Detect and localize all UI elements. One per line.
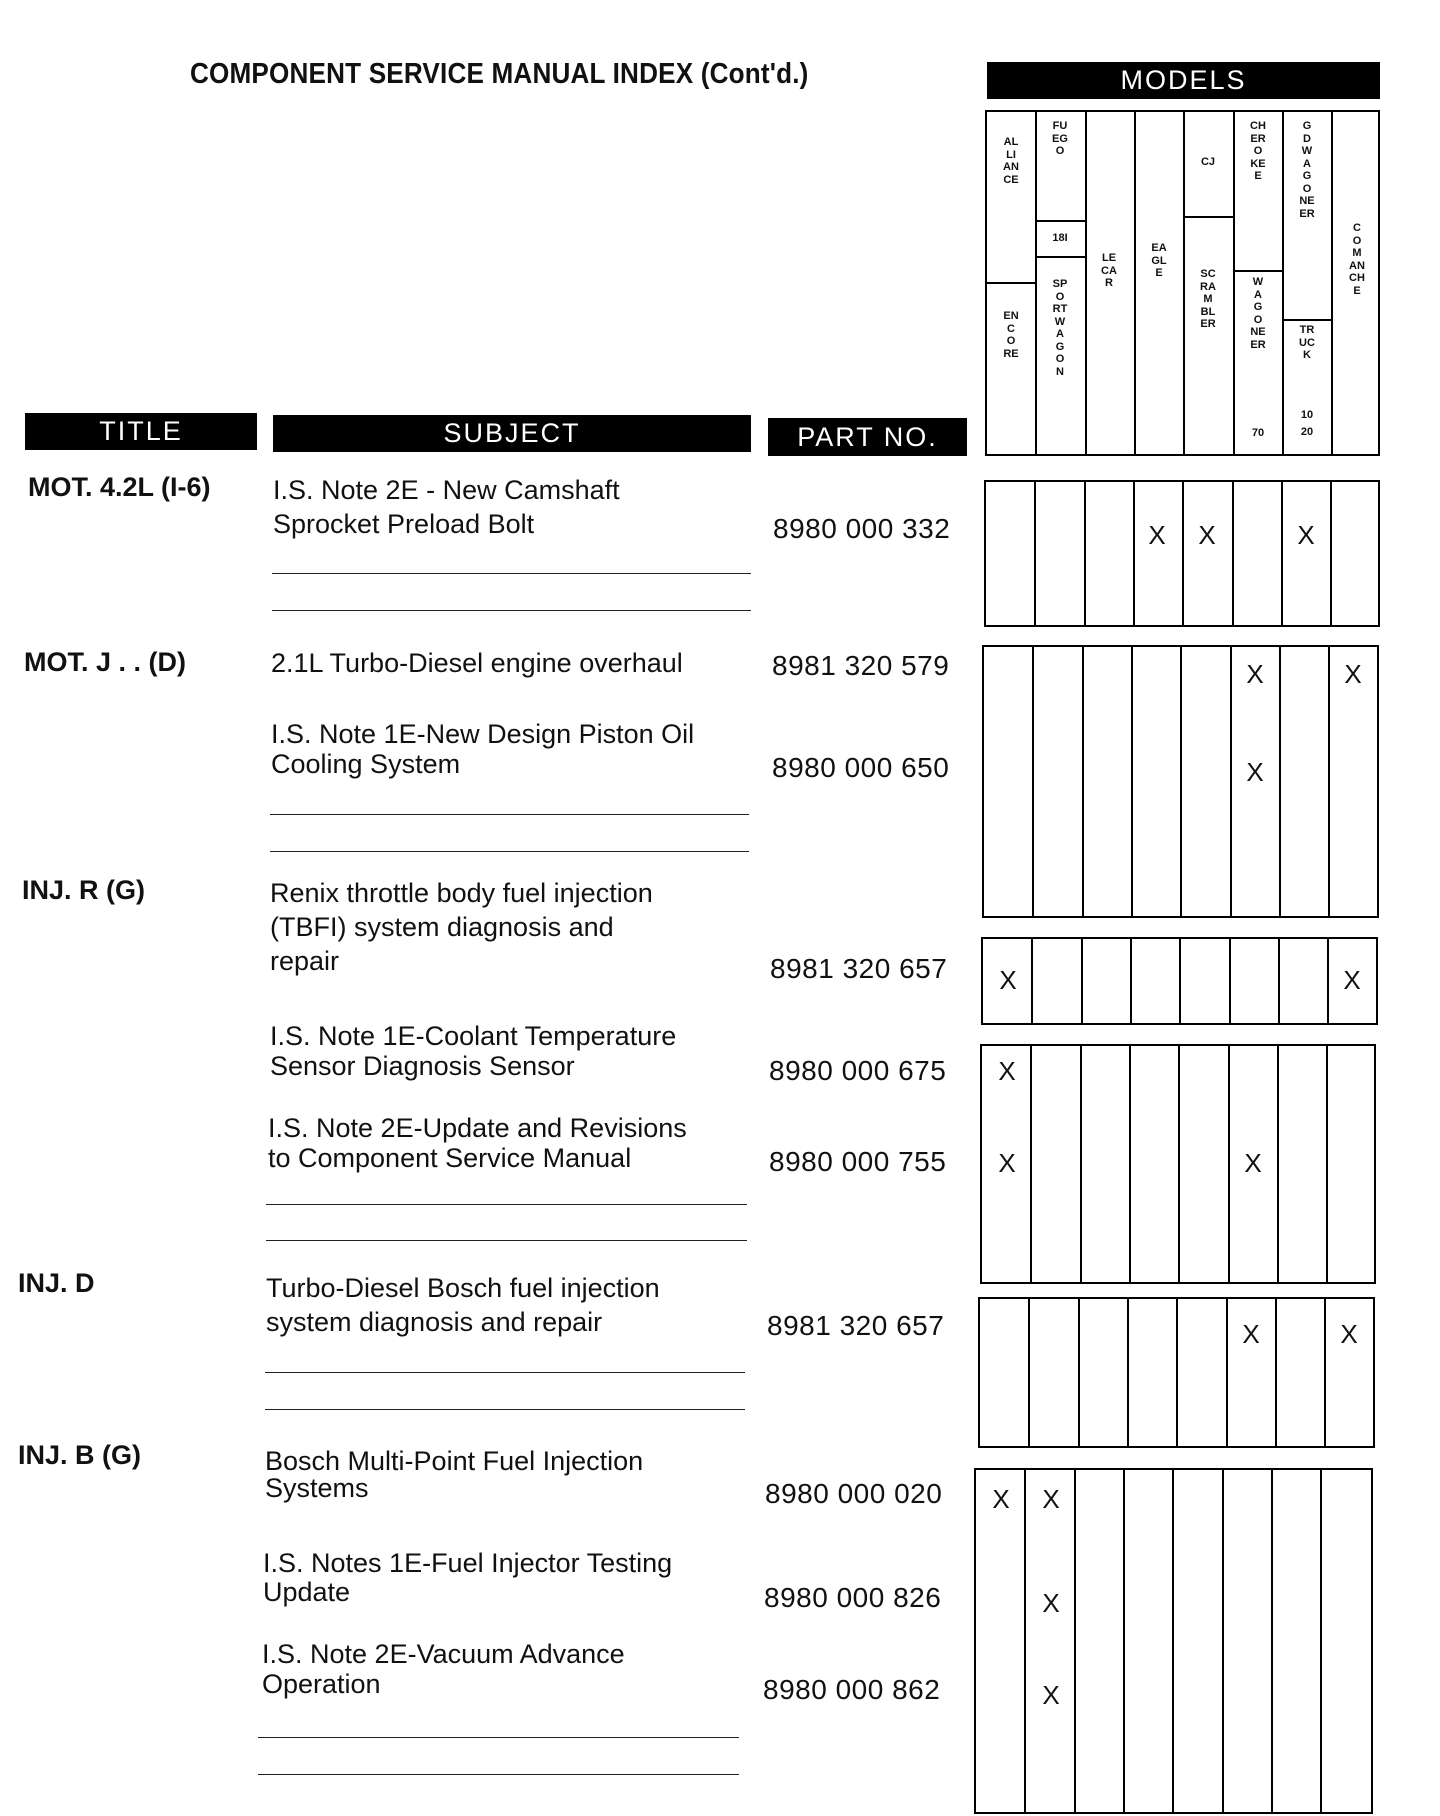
model-grid-row xyxy=(981,937,1378,1025)
page-title: COMPONENT SERVICE MANUAL INDEX (Cont'd.) xyxy=(190,58,809,90)
model-grid-row xyxy=(974,1468,1373,1814)
row-subject: Systems xyxy=(265,1473,369,1503)
row-subject: I.S. Note 2E - New Camshaft xyxy=(273,475,620,505)
row-subject: (TBFI) system diagnosis and xyxy=(270,912,614,942)
model-cherokee: CHEROKEE xyxy=(1250,120,1266,182)
row-title: MOT. J . . (D) xyxy=(24,647,186,677)
cell-divider xyxy=(1183,216,1233,218)
row-subject: I.S. Note 1E-New Design Piston Oil xyxy=(271,719,695,749)
col-divider xyxy=(1331,112,1333,454)
cell-divider xyxy=(1233,270,1282,272)
model-cj: CJ xyxy=(1200,156,1216,168)
part-number: 8981 320 657 xyxy=(770,953,948,984)
cell-divider xyxy=(987,282,1035,284)
part-number: 8980 000 755 xyxy=(769,1146,947,1177)
part-no-header: PART NO. xyxy=(768,418,967,456)
title-header: TITLE xyxy=(25,413,257,450)
row-subject: Bosch Multi-Point Fuel Injection xyxy=(265,1446,644,1476)
subject-header: SUBJECT xyxy=(273,415,751,452)
part-number: 8981 320 579 xyxy=(772,650,950,681)
model-mark: X xyxy=(1344,659,1362,689)
part-number: 8980 000 675 xyxy=(769,1055,947,1086)
col-divider xyxy=(1035,112,1037,454)
row-subject: to Component Service Manual xyxy=(268,1143,632,1173)
col-divider xyxy=(1282,112,1284,454)
model-mark: X xyxy=(998,1056,1016,1086)
model-gd-wagoneer: GD WAGONEER xyxy=(1299,120,1315,220)
model-mark: X xyxy=(1343,965,1361,995)
row-subject: Sprocket Preload Bolt xyxy=(273,509,535,539)
model-mark: X xyxy=(1297,520,1315,550)
model-truck-20: 20 xyxy=(1300,426,1314,438)
model-mark: X xyxy=(1042,1680,1060,1710)
col-divider xyxy=(1134,112,1136,454)
part-number: 8980 000 650 xyxy=(772,752,950,783)
row-title: INJ. B (G) xyxy=(18,1440,142,1470)
blank-line xyxy=(265,1372,745,1373)
blank-line xyxy=(270,814,749,815)
model-truck: TRUCK xyxy=(1299,324,1315,361)
part-number: 8980 000 862 xyxy=(763,1674,941,1705)
model-fuego: FUEGO xyxy=(1052,120,1068,157)
model-mark: X xyxy=(999,965,1017,995)
model-mark: X xyxy=(1198,520,1216,550)
row-subject: I.S. Notes 1E-Fuel Injector Testing xyxy=(263,1548,673,1578)
model-alliance: ALLIANCE xyxy=(1003,136,1019,186)
model-grid-row xyxy=(982,645,1379,918)
part-number: 8980 000 826 xyxy=(764,1582,942,1613)
row-subject: 2.1L Turbo-Diesel engine overhaul xyxy=(271,648,683,678)
model-mark: X xyxy=(992,1484,1010,1514)
blank-line xyxy=(258,1737,739,1738)
row-subject: repair xyxy=(270,946,340,976)
model-wagoneer-70: 70 xyxy=(1251,427,1265,439)
model-mark: X xyxy=(1244,1148,1262,1178)
model-wagoneer: WAGONEER xyxy=(1250,276,1266,351)
row-subject: I.S. Note 2E-Vacuum Advance xyxy=(262,1639,625,1669)
row-subject: Update xyxy=(263,1577,351,1607)
col-divider xyxy=(1183,112,1185,454)
part-number: 8981 320 657 xyxy=(767,1310,945,1341)
blank-line xyxy=(272,573,751,574)
model-mark: X xyxy=(1246,757,1264,787)
model-mark: X xyxy=(1340,1319,1358,1349)
row-title: INJ. R (G) xyxy=(22,875,146,905)
row-title: INJ. D xyxy=(18,1268,95,1298)
blank-line xyxy=(258,1774,739,1775)
row-title: MOT. 4.2L (I-6) xyxy=(28,472,211,502)
model-mark: X xyxy=(1042,1484,1060,1514)
cell-divider xyxy=(1035,220,1085,222)
models-header-grid xyxy=(985,110,1380,456)
model-grid-row xyxy=(978,1297,1375,1448)
blank-line xyxy=(266,1204,747,1205)
blank-line xyxy=(270,851,749,852)
model-mark: X xyxy=(1242,1319,1260,1349)
model-sportwagon: SPORTWAGON xyxy=(1052,278,1068,378)
row-subject: Renix throttle body fuel injection xyxy=(270,878,653,908)
row-subject: Turbo-Diesel Bosch fuel injection xyxy=(266,1273,660,1303)
row-subject: I.S. Note 2E-Update and Revisions xyxy=(268,1113,687,1143)
model-18i: 18I xyxy=(1052,232,1068,244)
model-lecar: LE CAR xyxy=(1101,252,1117,289)
part-number: 8980 000 332 xyxy=(773,513,951,544)
model-encore: ENCORE xyxy=(1003,310,1019,360)
blank-line xyxy=(266,1240,747,1241)
model-grid-row xyxy=(980,1044,1376,1284)
model-mark: X xyxy=(1246,659,1264,689)
model-truck-10: 10 xyxy=(1300,409,1314,421)
col-divider xyxy=(1085,112,1087,454)
row-subject: system diagnosis and repair xyxy=(266,1307,603,1337)
row-subject: Cooling System xyxy=(271,749,461,779)
model-mark: X xyxy=(1148,520,1166,550)
models-header: MODELS xyxy=(987,62,1380,99)
model-eagle: EAGLE xyxy=(1151,242,1167,279)
row-subject: I.S. Note 1E-Coolant Temperature xyxy=(270,1021,677,1051)
col-divider xyxy=(1233,112,1235,454)
cell-divider xyxy=(1282,319,1331,321)
model-grid-row xyxy=(984,480,1380,627)
model-comanche: COMANCHE xyxy=(1349,222,1365,297)
model-mark: X xyxy=(1042,1588,1060,1618)
cell-divider xyxy=(1035,256,1085,258)
blank-line xyxy=(265,1409,745,1410)
row-subject: Operation xyxy=(262,1669,381,1699)
model-mark: X xyxy=(998,1148,1016,1178)
model-scrambler: SCRAMBLER xyxy=(1200,268,1216,330)
blank-line xyxy=(272,610,751,611)
row-subject: Sensor Diagnosis Sensor xyxy=(270,1051,575,1081)
part-number: 8980 000 020 xyxy=(765,1478,943,1509)
